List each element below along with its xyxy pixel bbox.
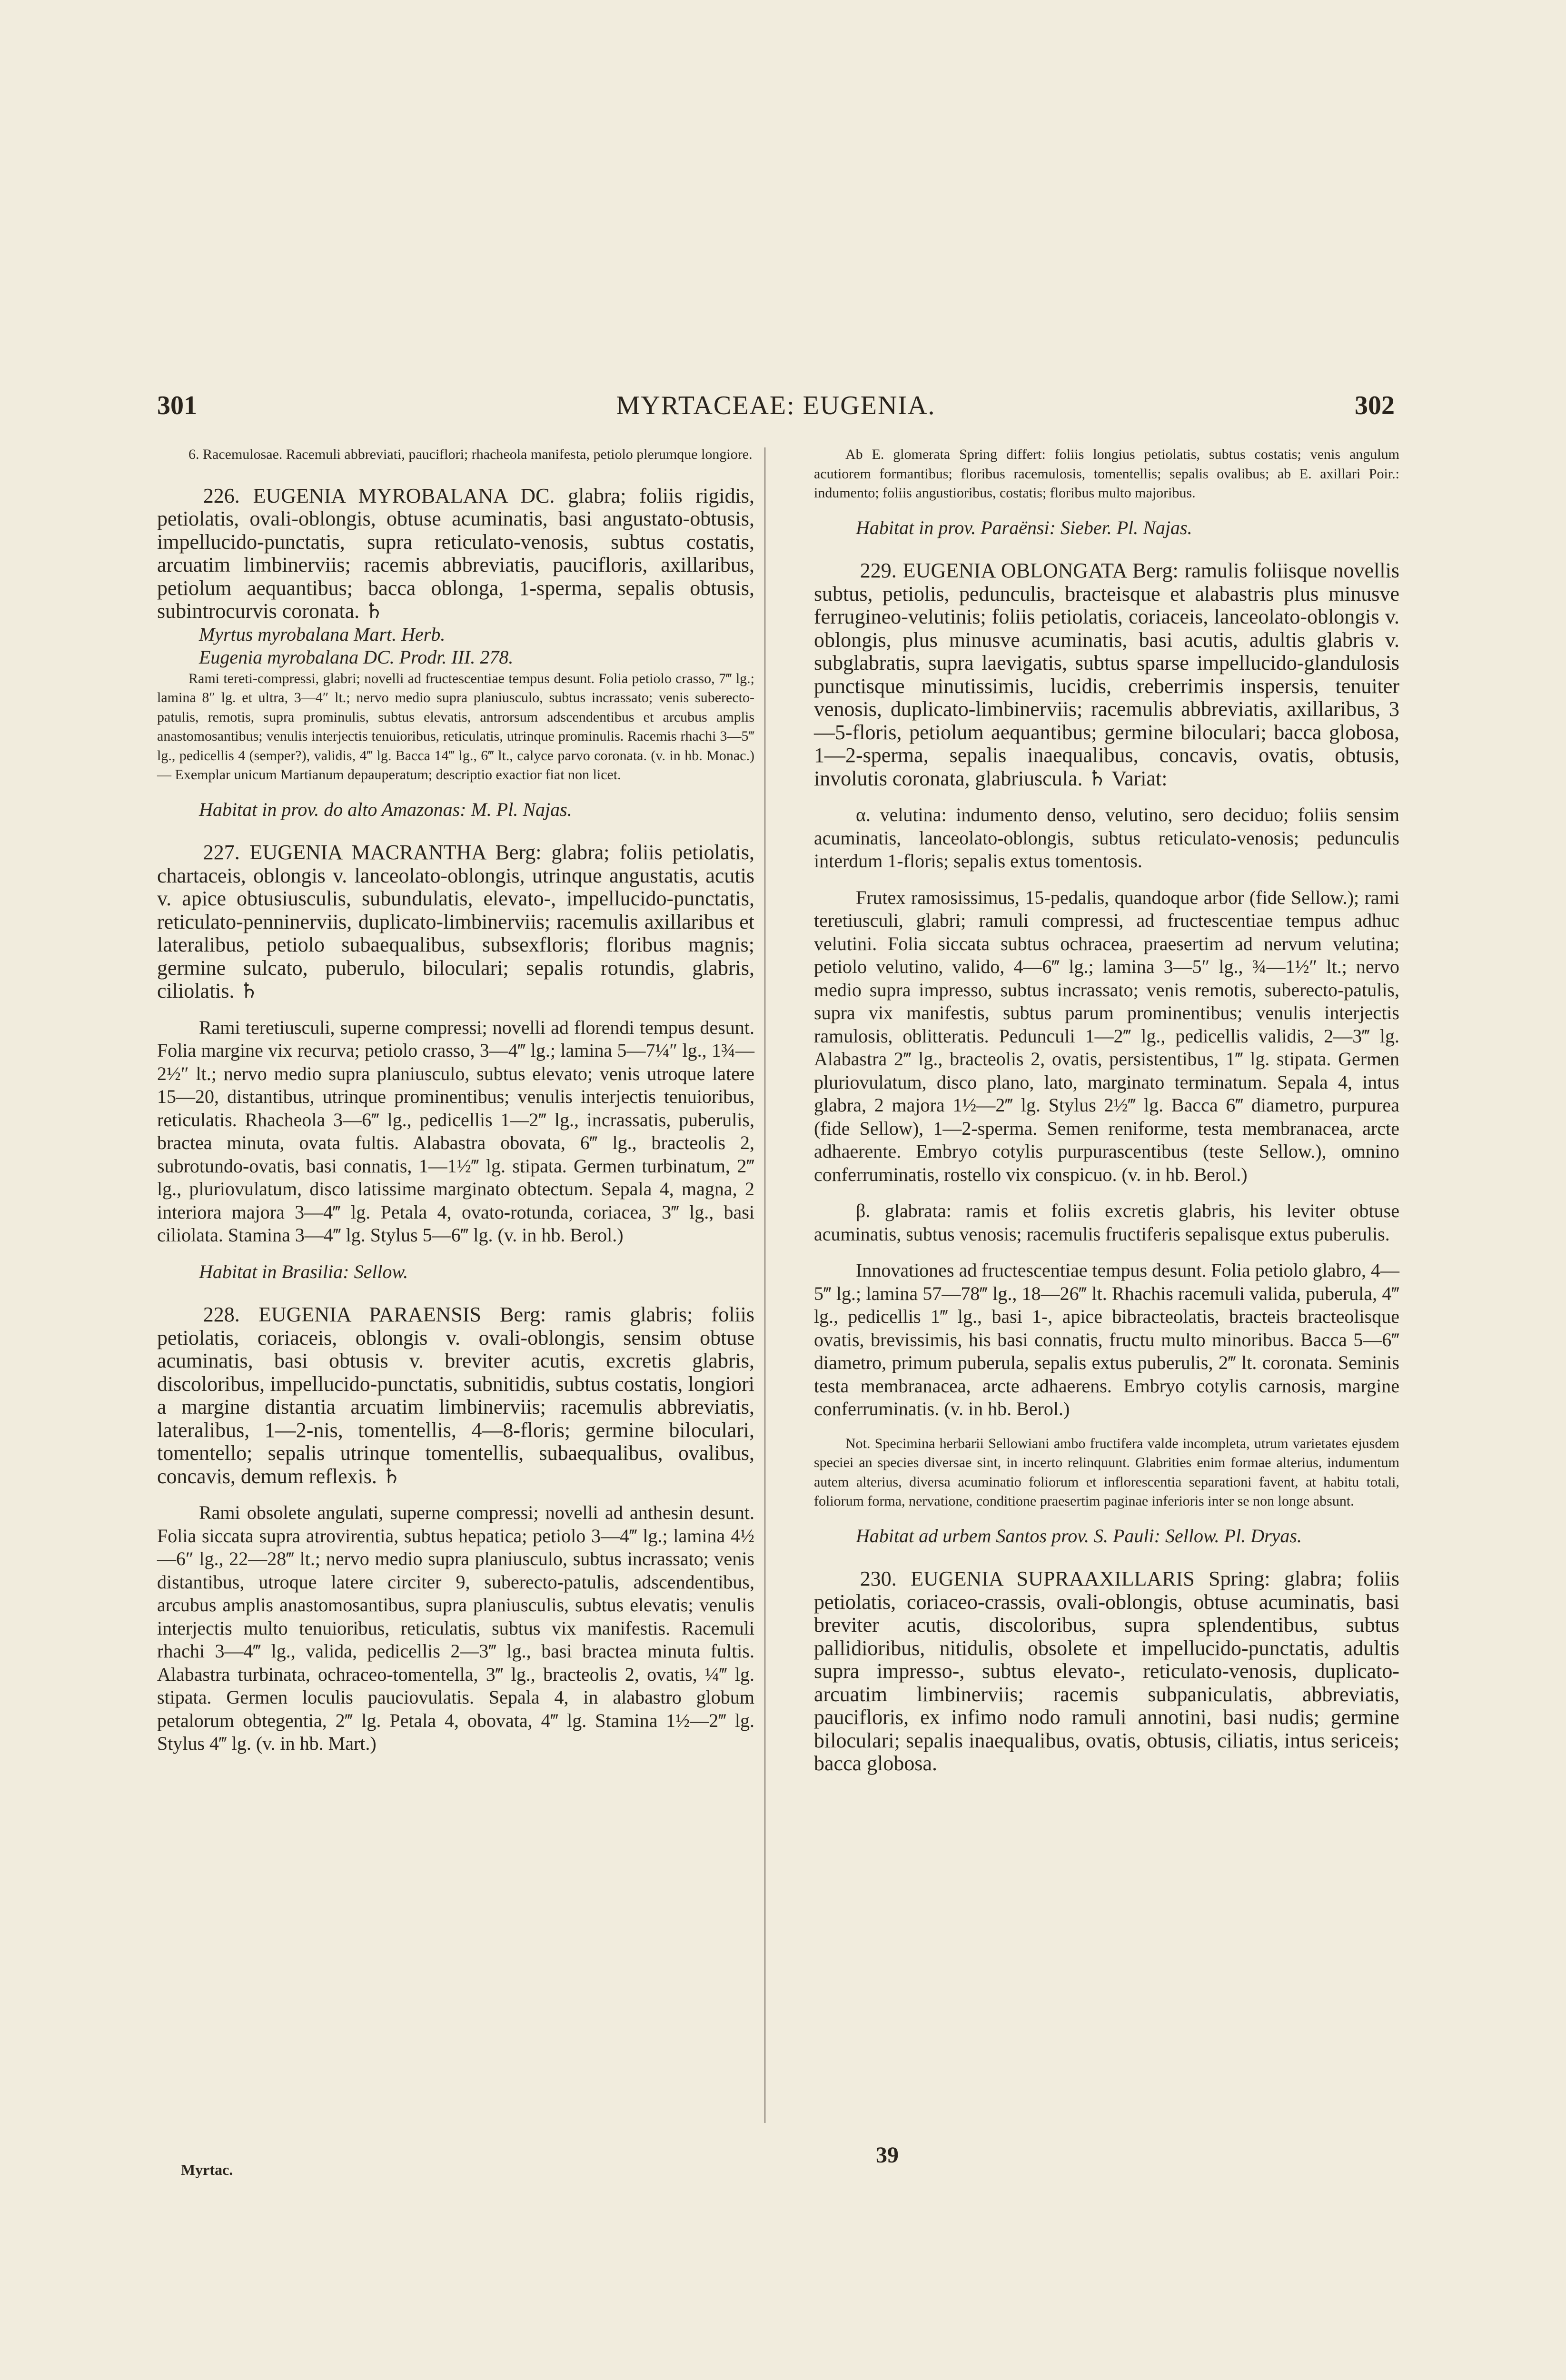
species-229-variety-alpha: α. velutina: indumento denso, velutino, sero deciduo; foliis sensim acuminatis, lanceolato-oblongis, subtus reticulato-venosis; pedunculis interdum 1-floris; sepalis extus tomentosis.: [814, 804, 1399, 872]
species-229-note: Not. Specimina herbarii Sellowiani ambo fructifera valde incompleta, utrum varietates ejusdem speciei an species diversae sint, in incerto relinquunt. Glabrities enim formae alterius, indumentum autem alterius, diversa acuminatio foliorum et inflorescentia separationi favent, at habitu totali, foliorum forma, nervatione, conditione praesertim paginae inferioris inter se non longe absunt.: [814, 1435, 1399, 1509]
species-228-diagnosis: 228. EUGENIA PARAENSIS Berg: ramis glabris; foliis petiolatis, coriaceis, oblongis v. ovali-oblongis, sensim obtuse acuminatis, basi obtusis v. breviter acutis, excretis glabris, discoloribus, impellucido-punctatis, subnitidis, subtus costatis, longiori a margine distantia arcuatim limbinerviis; racemulis abbreviatis, lateralibus, 1—2-nis, tomentellis, 4—8-floris; germine biloculari, tomentello; sepalis utrinque tomentellis, subaequalibus, ovalibus, concavis, demum reflexis. ♄: [157, 1303, 754, 1488]
page-number-left: 301: [157, 391, 197, 420]
species-229-variety-beta: β. glabrata: ramis et foliis excretis glabris, his leviter obtuse acuminatis, subtus venosis; racemulis fructiferis sepalisque extus puberulis.: [814, 1200, 1399, 1245]
species-230-diagnosis: 230. EUGENIA SUPRAAXILLARIS Spring: glabra; foliis petiolatis, coriaceo-crassis, ovali-oblongis, obtuse acuminatis, basi breviter acutis, discoloribus, supra splendentibus, subtus pallidioribus, nitidulis, obsolete et impellucido-punctatis, adultis supra impresso-, subtus elevato-, reticulato-venosis, duplicato- arcuatim limbinerviis; racemis subpaniculatis, abbreviatis, paucifloris, ex infimo nodo ramuli annotini, basi nudis; germine biloculari; sepalis inaequalibus, ovatis, obtusis, ciliatis, intus sericeis; bacca globosa.: [814, 1567, 1399, 1775]
running-title: MYRTACEAE: EUGENIA.: [616, 391, 936, 420]
section-racemulosae: 6. Racemulosae. Racemuli abbreviati, pauciflori; rhacheola manifesta, petiolo plerumque longiore.: [188, 446, 753, 462]
column-divider: [764, 447, 765, 2123]
footer-signature-label: Myrtac.: [181, 2161, 233, 2178]
species-226-synonym-2: Eugenia myrobalana DC. Prodr. III. 278.: [199, 646, 514, 668]
species-228-description: Rami obsolete angulati, superne compressi; novelli ad anthesin desunt. Folia siccata supra atrovirentia, subtus hepatica; petiolo 3—4‴ lg.; lamina 4½—6″ lg., 22—28‴ lt.; nervo medio supra planiusculo, subtus incrassato; venis distantibus, utroque latere circiter 9, suberecto-patulis, adscendentibus, arcubus amplis anastomosantibus, supra planiusculis, subtus elevatis; venulis interjectis multo tenuioribus, reticulatis, subtus vix manifestis. Racemuli rhachi 3—4‴ lg., valida, pedicellis 2—3‴ lg., basi bractea minuta fultis. Alabastra turbinata, ochraceo-tomentella, 3‴ lg., bracteolis 2, ovatis, ¼‴ lg. stipata. Germen loculis pauciovulatis. Sepala 4, in alabastro globum petalorum obtegentia, 2‴ lg. Petala 4, obovata, 4‴ lg. Stamina 1½—2‴ lg. Stylus 4‴ lg. (v. in hb. Mart.): [157, 1502, 754, 1754]
signature-mark: 39: [876, 2142, 899, 2168]
species-229-description: Frutex ramosissimus, 15-pedalis, quandoque arbor (fide Sellow.); rami teretiusculi, glabri; ramuli compressi, ad fructescentiae tempus adhuc velutini. Folia siccata subtus ochracea, praesertim ad nervum velutina; petiolo velutino, valido, 4—6‴ lg.; lamina 3—5″ lg., ¾—1½″ lt.; nervo medio supra impresso, subtus incrassato; venis remotis, suberecto-patulis, supra vix manifestis, subtus parum prominentibus; venulis interjectis ramulosis, oblitteratis. Pedunculi 1—2‴ lg., pedicellis validis, 2—3‴ lg. Alabastra 2‴ lg., bracteolis 2, ovatis, persistentibus, 1‴ lg. stipata. Germen pluriovulatum, disco plano, lato, marginato terminatum. Sepala 4, intus glabra, 2 majora 1½—2‴ lg. Stylus 2½‴ lg. Bacca 6‴ diametro, purpurea (fide Sellow), 1—2-sperma. Semen reniforme, testa membranacea, arcte adhaerente. Embryo cotylis purpurascentibus (teste Sellow.), omnino conferruminatis, rostello vix conspicuo. (v. in hb. Berol.): [814, 886, 1399, 1185]
species-228-differentia: Ab E. glomerata Spring differt: foliis longius petiolatis, subtus costatis; venis angulum acutiorem formantibus; floribus racemulosis, tomentellis; sepalis ovalibus; ab E. axillari Poir.: indumento; foliis angustioribus, costatis; floribus multo majoribus.: [814, 446, 1399, 501]
species-229-diagnosis: 229. EUGENIA OBLONGATA Berg: ramulis foliisque novellis subtus, petiolis, pedunculis, bracteisque et alabastris plus minusve ferrugineo-velutinis; foliis petiolatis, coriaceis, lanceolato-oblongis v. oblongis, plus minusve acuminatis, basi acutis, adultis glabris v. subglabratis, supra laevigatis, subtus sparse impellucido-glandulosis punctisque minutissimis, lucidis, creberrimis inspersis, tenuiter venosis, duplicato-limbinerviis; racemulis abbreviatis, axillaribus, 3—5-floris, petiolum aequantibus; germine biloculari; bacca globosa, 1—2-sperma, sepalis inaequalibus, concavis, ovatis, obtusis, involutis coronata, glabriuscula. ♄ Variat:: [814, 559, 1399, 790]
species-226-habitat: Habitat in prov. do alto Amazonas: M. Pl. Najas.: [199, 798, 572, 820]
right-column: [814, 445, 1399, 1775]
page-number-right: 302: [1355, 391, 1395, 420]
species-227-description: Rami teretiusculi, superne compressi; novelli ad florendi tempus desunt. Folia margine vix recurva; petiolo crasso, 3—4‴ lg.; lamina 5—7¼″ lg., 1¾—2½″ lt.; nervo medio supra planiusculo, subtus elevato; venis utroque latere 15—20, distantibus, utrinque prominentibus; venulis interjectis tenuioribus, reticulatis. Rhacheola 3—6‴ lg., pedicellis 1—2‴ lg., incrassatis, puberulis, bractea minuta, ovata fultis. Alabastra obovata, 6‴ lg., bracteolis 2, subrotundo-ovatis, basi connatis, 1—1½‴ lg. stipata. Germen turbinatum, 2‴ lg., pluriovulatum, disco latissime marginato obtectum. Sepala 4, magna, 2 interiora majora 3—4‴ lg. Petala 4, ovato-rotunda, coriacea, 3‴ lg., basi ciliolata. Stamina 3—4‴ lg. Stylus 5—6‴ lg. (v. in hb. Berol.): [157, 1016, 754, 1246]
species-228-habitat: Habitat in prov. Paraënsi: Sieber. Pl. Najas.: [856, 516, 1192, 538]
species-226-description: Rami tereti-compressi, glabri; novelli ad fructescentiae tempus desunt. Folia petiolo crasso, 7‴ lg.; lamina 8″ lg. et ultra, 3—4″ lt.; nervo medio supra planiusculo, subtus incrassato; venis suberecto-patulis, remotis, supra prominulis, subtus elevatis, antrorsum adscendentibus et arcubus amplis anastomosantibus; venulis interjectis tenuioribus, reticulatis, utrinque prominulis. Racemis rhachi 3—5‴ lg., pedicellis 4 (semper?), validis, 4‴ lg. Bacca 14‴ lg., 6‴ lt., calyce parvo coronata. (v. in hb. Monac.) — Exemplar unicum Martianum depauperatum; descriptio exactior fiat non licet.: [157, 670, 754, 783]
species-227-diagnosis: 227. EUGENIA MACRANTHA Berg: glabra; foliis petiolatis, chartaceis, oblongis v. lanceolato-oblongis, utrinque angustatis, acutis v. apice obtusiusculis, subundulatis, elevato-, impellucido-punctatis, reticulato-penninerviis, duplicato-limbinerviis; racemulis axillaribus et lateralibus, petiolo subaequalibus, subsexfloris; floribus magnis; germine sulcato, puberulo, biloculari; sepalis rotundis, glabris, ciliolatis. ♄: [157, 841, 754, 1002]
species-229-habitat: Habitat ad urbem Santos prov. S. Pauli: Sellow. Pl. Dryas.: [856, 1525, 1302, 1547]
page-header: [157, 390, 1395, 428]
species-226-synonym-1: Myrtus myrobalana Mart. Herb.: [199, 623, 446, 645]
species-229-description-beta: Innovationes ad fructescentiae tempus desunt. Folia petiolo glabro, 4—5‴ lg.; lamina 57—78‴ lg., 18—26‴ lt. Rhachis racemuli valida, puberula, 4‴ lg., pedicellis 1‴ lg., basi 1-, apice bibracteolatis, bracteis bracteolisque ovatis, brevissimis, his basi connatis, fructu multo minoribus. Bacca 5—6‴ diametro, primum puberula, sepalis extus puberulis, 2‴ lt. coronata. Seminis testa membranacea, arcte adhaerens. Embryo cotylis carnosis, margine conferruminatis. (v. in hb. Berol.): [814, 1259, 1399, 1419]
species-227-habitat: Habitat in Brasilia: Sellow.: [199, 1260, 408, 1282]
species-226-diagnosis: 226. EUGENIA MYROBALANA DC. glabra; foliis rigidis, petiolatis, ovali-oblongis, obtuse acuminatis, basi angustato-obtusis, impellucido-punctatis, supra reticulato-venosis, subtus costatis, arcuatim limbinerviis; racemis abbreviatis, paucifloris, axillaribus, petiolum aequantibus; bacca oblonga, 1-sperma, sepalis obtusis, subintrocurvis coronata. ♄: [157, 484, 754, 623]
left-column: [157, 445, 754, 1755]
